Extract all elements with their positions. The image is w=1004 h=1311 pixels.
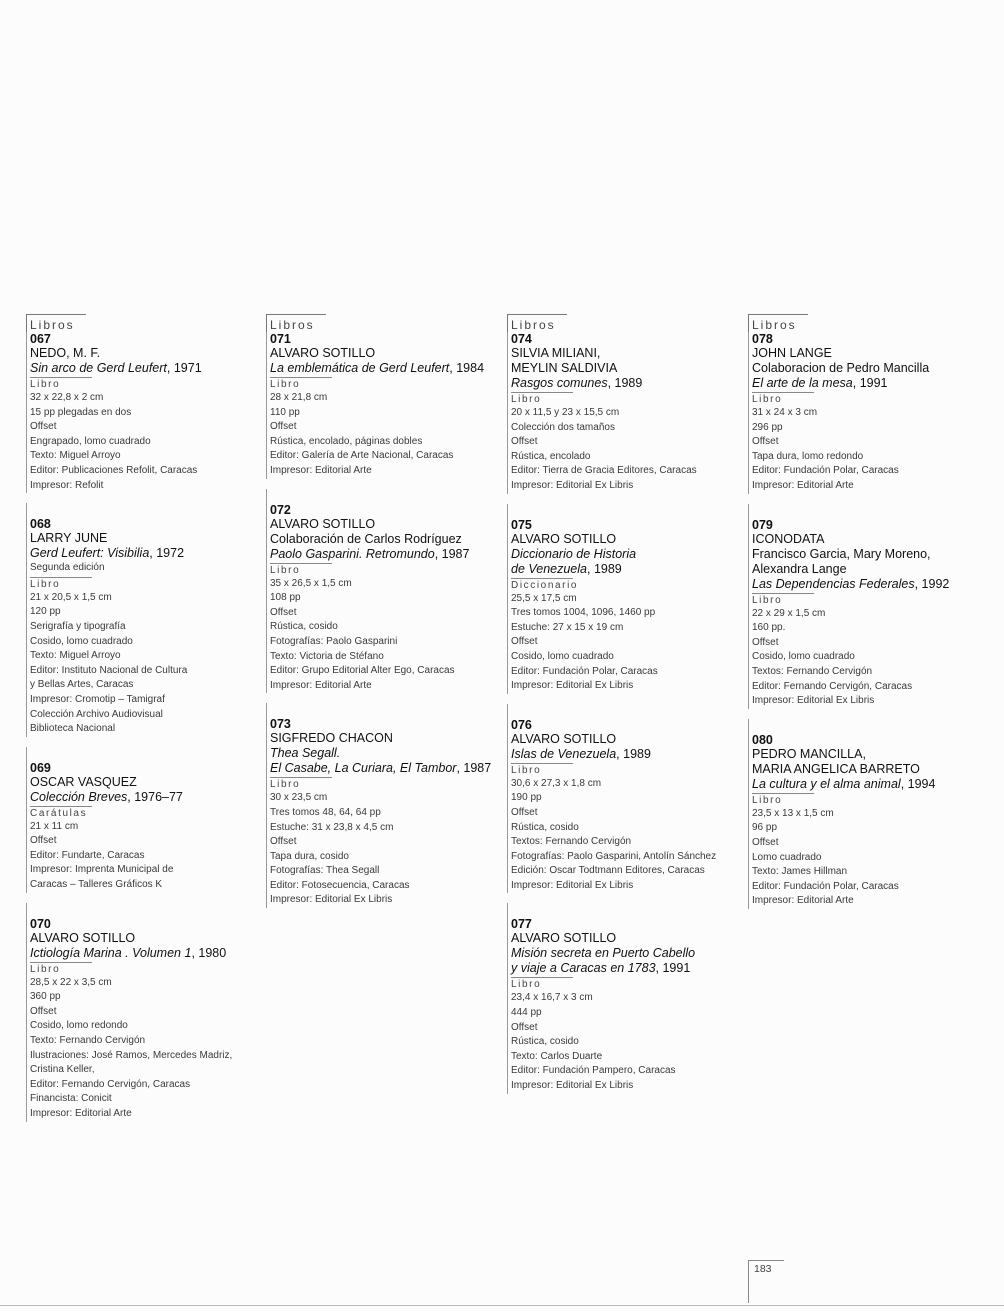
entry-detail: 160 pp. [752, 622, 786, 634]
entry-author: NEDO, M. F. [30, 346, 101, 360]
entry-title [270, 547, 502, 562]
entry-detail: Cosido, lomo redondo [30, 1020, 128, 1032]
entry-author: MARIA ANGELICA BARRETO [752, 761, 920, 776]
entry-title-text: Gerd Leufert: Visibilia [30, 546, 150, 561]
entry-detail: Cristina Keller, [30, 1064, 95, 1076]
entry-detail: Estuche: 31 x 23,8 x 4,5 cm [270, 821, 394, 833]
entry-year: , 1984 [449, 361, 485, 375]
entry-title-text: La cultura y el alma animal [752, 776, 901, 791]
entry-detail: 444 pp [511, 1007, 542, 1019]
entry-detail: Texto: James Hillman [752, 866, 848, 878]
entry-detail: Cosido, lomo cuadrado [30, 635, 133, 647]
entry-detail: Offset [511, 436, 538, 448]
entry-detail: Editor: Grupo Editorial Alter Ego, Caracas [270, 665, 455, 677]
entry-detail: Impresor: Editorial Arte [270, 679, 372, 691]
entry-author: ICONODATA [752, 531, 825, 546]
entry-type: Libro [270, 563, 332, 577]
entry-year: , 1989 [616, 746, 651, 761]
entry-number: 073 [270, 717, 291, 732]
entry-detail: Rústica, cosido [511, 1036, 579, 1048]
entry-title-text: El arte de la mesa [752, 376, 853, 390]
entry-type: Carátulas [30, 806, 92, 820]
entry-detail: Editor: Fernando Cervigón, Caracas [752, 680, 913, 692]
entry-detail: Rústica, cosido [511, 821, 579, 833]
entry-title-text: La emblemática de Gerd Leufert [270, 361, 450, 375]
section-label: Libros [26, 314, 86, 332]
entry-detail: Rústica, encolado, páginas dobles [270, 435, 423, 447]
entry-number: 078 [752, 332, 773, 346]
entry-detail: 28 x 21,8 cm [270, 392, 328, 403]
entry-year: , 1980 [191, 945, 227, 960]
entry-year: , 1972 [149, 546, 185, 561]
entry-year: , 1987 [434, 546, 470, 561]
entry-author: Colaboracion de Pedro Mancilla [752, 361, 930, 375]
catalog-entry [266, 332, 502, 479]
entry-author: ALVARO SOTILLO [511, 531, 617, 546]
entry-type: Libro [30, 577, 92, 591]
entry-detail: 22 x 29 x 1,5 cm [752, 607, 826, 619]
entry-author: SIGFREDO CHACON [270, 731, 393, 746]
entry-title-text: Islas de Venezuela [511, 746, 617, 761]
entry-author: MEYLIN SALDIVIA [511, 361, 618, 375]
entry-detail: 110 pp [270, 406, 300, 418]
entries-list [266, 332, 502, 908]
entry-detail: 32 x 22,8 x 2 cm [30, 392, 104, 403]
entry-title-text: de Venezuela [511, 561, 587, 576]
entry-title [511, 562, 743, 577]
entry-author: ALVARO SOTILLO [270, 516, 376, 531]
entry-detail: Offset [752, 836, 779, 848]
entry-title-text: Ictiología Marina . Volumen 1 [30, 945, 192, 960]
entry-title-text: Colección Breves [30, 789, 128, 804]
catalog-entry [507, 903, 743, 1093]
entry-title [270, 361, 502, 376]
entry-detail: Offset [30, 421, 57, 433]
entry-detail: Impresor: Editorial Arte [752, 895, 854, 907]
entry-detail: Offset [752, 636, 779, 648]
entry-number: 068 [30, 517, 51, 532]
entry-detail: Offset [511, 636, 538, 648]
entry-title [30, 546, 262, 561]
entry-detail: Ilustraciones: José Ramos, Mercedes Madriz, [30, 1049, 233, 1061]
entry-detail: Caracas – Talleres Gráficos K [30, 879, 163, 891]
entry-number: 074 [511, 332, 532, 346]
entry-detail: 30 x 23,5 cm [270, 792, 328, 804]
entry-detail: Impresor: Refolit [30, 479, 104, 491]
entry-number: 079 [752, 517, 773, 532]
entry-year: , 1989 [587, 561, 622, 576]
entry-detail: Impresor: Imprenta Municipal de [30, 864, 174, 876]
entry-edition: Segunda edición [30, 562, 105, 574]
section-label: Libros [266, 314, 326, 332]
entry-detail: Impresor: Editorial Ex Libris [511, 879, 634, 891]
entry-number: 077 [511, 917, 532, 932]
entry-title [30, 946, 262, 961]
entry-type: Libro [511, 977, 573, 991]
catalog-entry [748, 332, 984, 494]
entry-detail: Editor: Fundación Pampero, Caracas [511, 1065, 676, 1077]
entry-title [752, 577, 984, 592]
entries-list [748, 332, 984, 909]
entry-title-text: Misión secreta en Puerto Cabello [511, 946, 696, 961]
entry-title [270, 746, 502, 761]
entry-detail: 21 x 20,5 x 1,5 cm [30, 591, 112, 603]
entry-number: 071 [270, 332, 291, 346]
entry-number: 067 [30, 332, 51, 346]
entry-type: Libro [511, 763, 573, 777]
entry-detail: 31 x 24 x 3 cm [752, 407, 818, 418]
entry-detail: Editor: Galería de Arte Nacional, Caracas [270, 450, 454, 462]
entry-title [511, 946, 743, 961]
entry-detail: Tres tomos 48, 64, 64 pp [270, 806, 381, 818]
entry-title-text: y viaje a Caracas en 1783 [511, 961, 656, 976]
entry-title [511, 747, 743, 762]
entry-detail: 28,5 x 22 x 3,5 cm [30, 976, 112, 988]
entry-detail: 25,5 x 17,5 cm [511, 592, 577, 604]
entry-detail: 15 pp plegadas en dos [30, 406, 132, 418]
entry-author: Francisco Garcia, Mary Moreno, [752, 546, 931, 561]
entry-year: , 1989 [607, 376, 643, 390]
entry-title-text: Paolo Gasparini. Retromundo [270, 546, 435, 561]
entry-detail: Texto: Victoria de Stéfano [270, 650, 384, 662]
entry-title [511, 547, 743, 562]
catalog-entry [266, 489, 502, 694]
entry-detail: y Bellas Artes, Caracas [30, 679, 134, 691]
catalog-entry [748, 719, 984, 909]
page-number: 183 [748, 1260, 784, 1303]
entry-detail: Texto: Carlos Duarte [511, 1050, 603, 1062]
catalog-entry [266, 703, 502, 908]
entry-author: OSCAR VASQUEZ [30, 774, 137, 789]
entry-author: ALVARO SOTILLO [511, 731, 617, 746]
entry-detail: Offset [270, 836, 297, 848]
entry-detail: Impresor: Editorial Arte [270, 464, 372, 476]
entry-detail: Tres tomos 1004, 1096, 1460 pp [511, 607, 656, 619]
entry-title-text: Rasgos comunes [511, 376, 608, 390]
entry-year: , 1976–77 [127, 789, 183, 804]
entry-detail: Editor: Publicaciones Refolit, Caracas [30, 464, 198, 476]
entry-detail: Offset [511, 806, 538, 818]
entry-number: 076 [511, 717, 532, 732]
entry-detail: Serigrafía y tipografía [30, 620, 126, 632]
entry-detail: 30,6 x 27,3 x 1,8 cm [511, 777, 602, 789]
entry-detail: 21 x 11 cm [30, 820, 79, 832]
entry-detail: Colección dos tamaños [511, 421, 615, 433]
entry-detail: Editor: Instituto Nacional de Cultura [30, 664, 188, 676]
entry-detail: Fotografías: Paolo Gasparini [270, 635, 398, 647]
entry-detail: Textos: Fernando Cervigón [511, 836, 632, 848]
entry-detail: Impresor: Editorial Ex Libris [752, 695, 875, 707]
entry-detail: Impresor: Cromotip – Tamigraf [30, 693, 165, 705]
entry-author: SILVIA MILIANI, [511, 346, 601, 360]
catalog-column-1 [26, 314, 262, 1132]
entry-detail: Edición: Oscar Todtmann Editores, Caracas [511, 865, 705, 877]
entry-title-text: Sin arco de Gerd Leufert [30, 361, 167, 375]
entry-detail: Offset [511, 1021, 538, 1033]
entry-detail: Impresor: Editorial Ex Libris [270, 894, 393, 906]
entry-type: Libro [752, 392, 814, 406]
entry-detail: Texto: Miguel Arroyo [30, 450, 121, 462]
entry-type: Libro [511, 392, 573, 406]
entry-detail: Fotografías: Paolo Gasparini, Antolín Sánchez [511, 850, 717, 862]
entry-year: , 1971 [166, 361, 202, 375]
catalog-entry [26, 503, 262, 737]
entry-detail: 108 pp [270, 592, 301, 604]
entry-detail: Offset [30, 1005, 57, 1017]
entry-number: 072 [270, 502, 291, 517]
entry-title [270, 761, 502, 776]
entry-detail: Impresor: Editorial Arte [30, 1108, 132, 1119]
bottom-rule [0, 1305, 1004, 1306]
section-label: Libros [507, 314, 567, 332]
catalog-column-3 [507, 314, 743, 1104]
entry-number: 075 [511, 517, 532, 532]
entry-author: JOHN LANGE [752, 346, 832, 360]
entry-detail: Tapa dura, cosido [270, 850, 349, 862]
entry-detail: 23,5 x 13 x 1,5 cm [752, 807, 834, 819]
entry-number: 080 [752, 732, 773, 747]
entry-title-text: Thea Segall. [270, 746, 341, 761]
entry-detail: Editor: Fundación Polar, Caracas [752, 465, 899, 477]
entries-list [507, 332, 743, 1094]
entry-author: PEDRO MANCILLA, [752, 746, 866, 761]
entry-title-text: Las Dependencias Federales [752, 576, 915, 591]
entry-title [752, 777, 984, 792]
entry-detail: Offset [752, 436, 779, 448]
entry-type: Libro [270, 377, 332, 391]
entry-detail: Cosido, lomo cuadrado [511, 650, 614, 662]
entry-detail: Lomo cuadrado [752, 851, 822, 863]
entry-detail: Textos: Fernando Cervigón [752, 665, 873, 677]
entry-author: LARRY JUNE [30, 531, 108, 546]
entry-detail: 360 pp [30, 991, 61, 1003]
entry-title [30, 361, 262, 376]
catalog-entry [748, 504, 984, 709]
catalog-column-4 [748, 314, 984, 919]
entry-detail: Impresor: Editorial Ex Libris [511, 680, 634, 692]
entry-detail: Fotografías: Thea Segall [270, 865, 380, 877]
entry-year: , 1991 [852, 376, 888, 390]
entries-list [26, 332, 262, 1122]
entry-title [30, 790, 262, 805]
entry-year: , 1992 [914, 576, 950, 591]
catalog-entry [26, 903, 262, 1122]
entry-detail: 20 x 11,5 y 23 x 15,5 cm [511, 407, 620, 418]
catalog-entry [507, 504, 743, 694]
entry-detail: Texto: Miguel Arroyo [30, 650, 121, 662]
entry-author: Colaboración de Carlos Rodríguez [270, 531, 462, 546]
entry-detail: Impresor: Editorial Ex Libris [511, 479, 634, 491]
entry-detail: Rústica, cosido [270, 621, 338, 633]
entry-detail: Editor: Tierra de Gracia Editores, Caracas [511, 465, 697, 477]
entry-detail: 35 x 26,5 x 1,5 cm [270, 577, 352, 589]
section-label: Libros [748, 314, 808, 332]
entry-detail: Texto: Fernando Cervigón [30, 1035, 146, 1047]
entry-number: 069 [30, 760, 51, 775]
entry-type: Libro [752, 793, 814, 807]
entry-title [511, 961, 743, 976]
entry-detail: Editor: Fundación Polar, Caracas [752, 880, 899, 892]
entry-author: ALVARO SOTILLO [511, 931, 617, 946]
catalog-entry [26, 747, 262, 893]
entry-number: 070 [30, 916, 51, 931]
entry-detail: Editor: Fotosecuencia, Caracas [270, 879, 410, 891]
entry-type: Libro [30, 962, 92, 976]
entry-year: , 1991 [655, 961, 691, 976]
entry-detail: Engrapado, lomo cuadrado [30, 435, 151, 447]
catalog-entry [507, 332, 743, 494]
entry-title [511, 376, 743, 391]
entry-title [752, 376, 984, 391]
entry-title-text: Diccionario de Historia [511, 546, 637, 561]
catalog-column-2 [266, 314, 502, 918]
entry-detail: Biblioteca Nacional [30, 723, 116, 735]
entry-detail: Rústica, encolado [511, 450, 591, 462]
entry-type: Libro [30, 377, 92, 391]
entry-type: Libro [270, 777, 332, 791]
entry-detail: Offset [270, 421, 297, 433]
entry-detail: 190 pp [511, 792, 542, 804]
entry-year: , 1994 [900, 776, 936, 791]
entry-detail: Impresor: Editorial Ex Libris [511, 1080, 634, 1092]
entry-detail: Editor: Fundación Polar, Caracas [511, 665, 658, 677]
catalog-entry [26, 332, 262, 493]
entry-detail: 96 pp [752, 822, 778, 834]
entry-author: ALVARO SOTILLO [270, 346, 376, 360]
entry-type: Libro [752, 593, 814, 607]
entry-author: ALVARO SOTILLO [30, 930, 136, 945]
entry-detail: Estuche: 27 x 15 x 19 cm [511, 621, 624, 633]
entry-detail: Impresor: Editorial Arte [752, 479, 854, 491]
entry-type: Diccionario [511, 579, 579, 591]
entry-detail: 120 pp [30, 606, 61, 618]
entry-detail: 23,4 x 16,7 x 3 cm [511, 992, 593, 1004]
entry-detail: Tapa dura, lomo redondo [752, 450, 864, 462]
entry-detail: Offset [270, 606, 297, 618]
entry-detail: Editor: Fernando Cervigón, Caracas [30, 1078, 191, 1090]
entry-detail: Offset [30, 835, 57, 847]
entry-author: Alexandra Lange [752, 561, 847, 576]
entry-detail: Financista: Conicit [30, 1093, 112, 1105]
catalog-entry [507, 704, 743, 894]
entry-title-text: El Casabe, La Curiara, El Tambor [270, 761, 457, 776]
entry-detail: Editor: Fundarte, Caracas [30, 849, 145, 861]
entry-detail: 296 pp [752, 421, 783, 433]
entry-detail: Cosido, lomo cuadrado [752, 651, 855, 663]
entry-year: , 1987 [456, 761, 492, 776]
entry-detail: Colección Archivo Audiovisual [30, 708, 163, 720]
